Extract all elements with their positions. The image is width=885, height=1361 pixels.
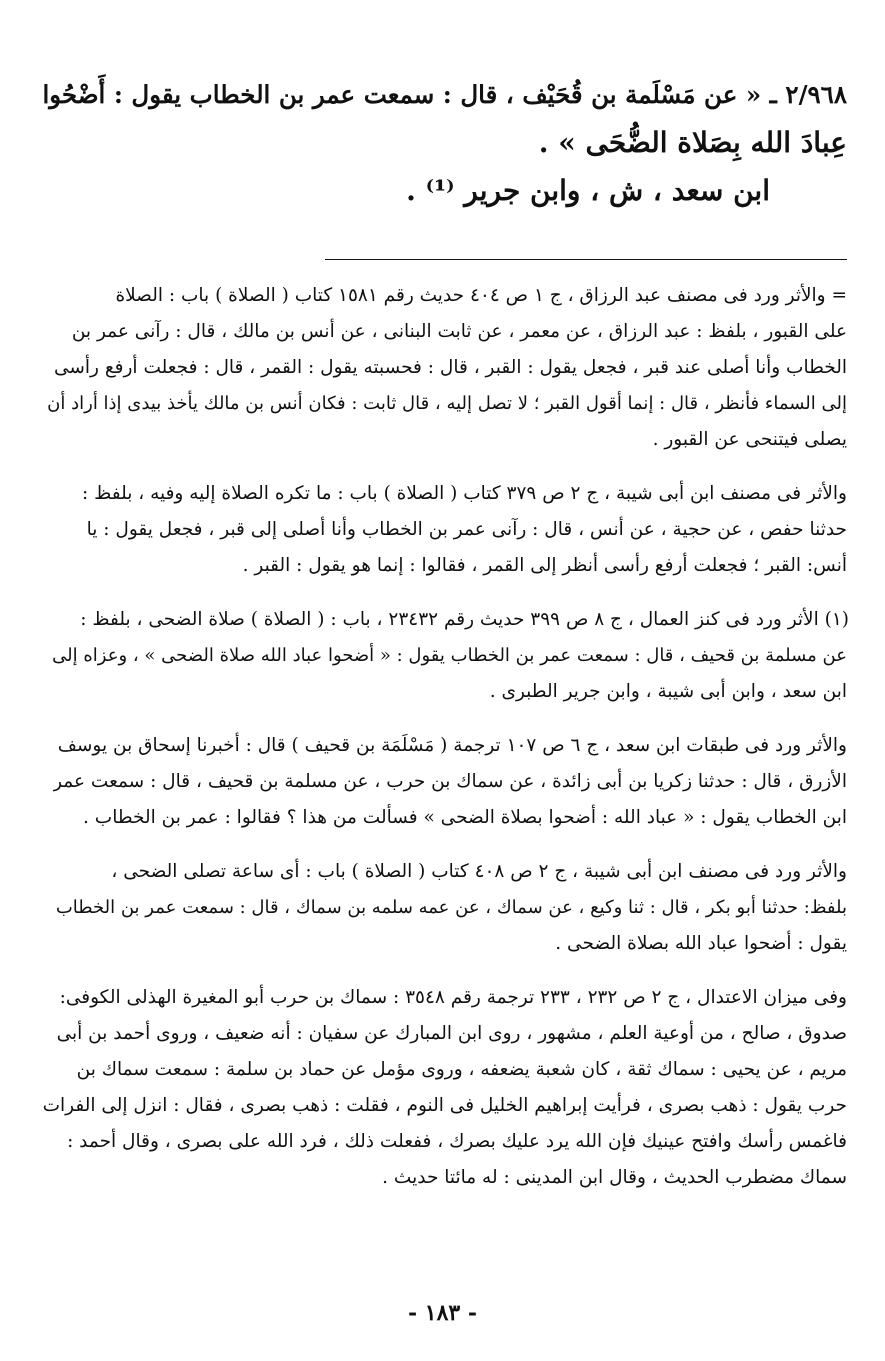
- footnote-separator: [325, 259, 847, 260]
- footnote-line: ابن سعد ، وابن أبى شيبة ، وابن جرير الطبرى .: [489, 681, 847, 702]
- footnote-line: الأزرق ، قال : حدثنا زكريا بن أبى زائدة ، عن سماك بن حرب ، عن مسلمة بن قحيف ، قال : سمعت عمر: [53, 771, 847, 792]
- footnote-line: ابن الخطاب يقول : « عباد الله : أضحوا بصلاة الضحى » فسألت من هذا ؟ فقالوا : عمر بن الخطاب .: [83, 807, 847, 828]
- hadith-line-2: عِبادَ الله بِصَلاة الضُّحَى » .: [538, 126, 847, 159]
- footnote-line: = والأثر ورد فى مصنف عبد الرزاق ، ج ١ ص ٤٠٤ حديث رقم ١٥٨١ كتاب ( الصلاة ) باب : الصلاة: [115, 285, 847, 306]
- footnote-line: يقول : أضحوا عباد الله بصلاة الضحى .: [555, 933, 847, 954]
- footnote-line: على القبور ، بلفظ : عبد الرزاق ، عن معمر ، عن ثابت البنانى ، عن أنس بن مالك ، قال : رآنى عمر بن: [71, 321, 847, 342]
- footnote-line: والأثر ورد فى مصنف ابن أبى شيبة ، ج ٢ ص ٤٠٨ كتاب ( الصلاة ) باب : أى ساعة تصلى الضحى ،: [111, 861, 847, 882]
- footnote-line: والأثر ورد فى طبقات ابن سعد ، ج ٦ ص ١٠٧ ترجمة ( مَسْلَمَة بن قحيف ) قال : أخبرنا إسحاق بن يوسف: [57, 735, 847, 756]
- hadith-line-1: ٢/٩٦٨ ـ « عن مَسْلَمة بن قُحَيْف ، قال : سمعت عمر بن الخطاب يقول : أَضْحُوا: [42, 80, 847, 109]
- footnote-line: الخطاب وأنا أصلى عند قبر ، فجعل يقول : القبر ، قال : فحسبته يقول : القمر ، قال : فجعلت أرفع رأسى: [53, 357, 847, 378]
- footnote-line: سماك مضطرب الحديث ، وقال ابن المدينى : له مائتا حديث .: [382, 1167, 847, 1188]
- footnote-line: حدثنا حفص ، عن حجية ، عن أنس ، قال : رآنى عمر بن الخطاب وأنا أصلى إلى قبر ، فجعل يقول : يا: [86, 519, 847, 540]
- footnote-line: والأثر فى مصنف ابن أبى شيبة ، ج ٢ ص ٣٧٩ كتاب ( الصلاة ) باب : ما تكره الصلاة إليه وفيه ، بلفظ :: [82, 483, 847, 504]
- footnote-line: يصلى فيتنحى عن القبور .: [652, 429, 847, 450]
- footnote-1-start: (١) الأثر ورد فى كنز العمال ، ج ٨ ص ٣٩٩ حديث رقم ٢٣٤٣٢ ، باب : ( الصلاة ) صلاة الضحى ، بلفظ :: [80, 609, 849, 630]
- footnote-line: فاغمس رأسك وافتح عينيك فإن الله يرد عليك بصرك ، ففعلت ذلك ، فرد الله على بصرى ، وقال أحمد :: [67, 1131, 847, 1152]
- footnote-line: صدوق ، صالح ، من أوعية العلم ، مشهور ، روى ابن المبارك عن سفيان : أنه ضعيف ، وروى أحمد بن أبى: [56, 1023, 847, 1044]
- footnote-line: حرب يقول : ذهب بصرى ، فرأيت إبراهيم الخليل فى النوم ، فقلت : ذهب بصرى ، فقال : انزل إلى الفرات: [42, 1095, 847, 1116]
- footnote-line: إلى السماء فأنظر ، قال : إنما أقول القبر ؛ لا تصل إليه ، قال ثابت : فكان أنس بن مالك يأخذ بيدى إذا أراد أن: [47, 393, 847, 414]
- footnote-line: عن مسلمة بن قحيف ، قال : سمعت عمر بن الخطاب يقول : « أضحوا عباد الله صلاة الضحى » ، وعزاه إلى: [52, 645, 847, 666]
- footnote-line: وفى ميزان الاعتدال ، ج ٢ ص ٢٣٢ ، ٢٣٣ ترجمة رقم ٣٥٤٨ : سماك بن حرب أبو المغيرة الهذلى الكوفى:: [59, 987, 847, 1008]
- hadith-source-line: ابن سعد ، ش ، وابن جرير ⁽¹⁾ .: [406, 174, 770, 207]
- footnote-line: أنس: القبر ؛ فجعلت أرفع رأسى أنظر إلى القمر ، فقالوا : إنما هو يقول : القبر .: [242, 555, 847, 576]
- footnote-line: مريم ، عن يحيى : سماك ثقة ، كان شعبة يضعفه ، وروى مؤمل عن حماد بن سلمة : سمعت سماك بن: [76, 1059, 847, 1080]
- footnote-line: بلفظ: حدثنا أبو بكر ، قال : ثنا وكيع ، عن سماك ، عن عمه سلمه بن سماك ، قال : سمعت عمر بن الخطاب: [55, 897, 847, 918]
- page-number: - ١٨٣ -: [407, 1300, 478, 1326]
